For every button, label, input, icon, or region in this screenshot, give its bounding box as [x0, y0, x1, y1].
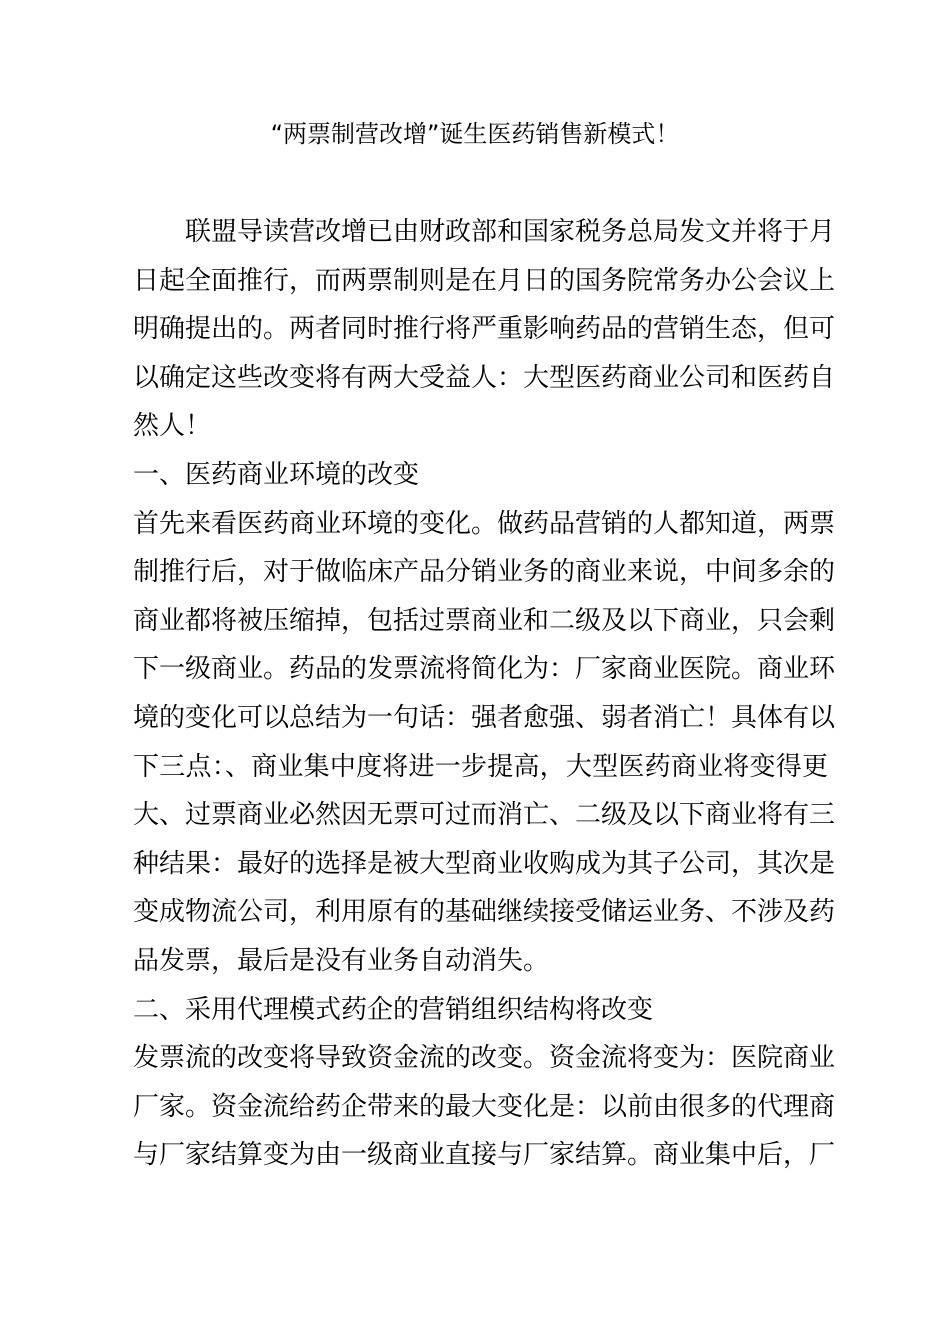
- paragraph-line: 然人！: [133, 411, 212, 442]
- paragraph-line: 变成物流公司，利用原有的基础继续接受储运业务、不涉及药: [133, 897, 836, 928]
- paragraph-line: 联盟导读营改增已由财政部和国家税务总局发文并将于月: [185, 217, 836, 247]
- paragraph-line: 下三点：、商业集中度将进一步提高，大型医药商业将变得更: [133, 751, 828, 782]
- document-body: [133, 208, 836, 1180]
- section-heading: 二、采用代理模式药企的营销组织结构将改变: [133, 994, 654, 1025]
- paragraph-line: 境的变化可以总结为一句话：强者愈强、弱者消亡！具体有以: [133, 702, 836, 733]
- paragraph-line: 发票流的改变将导致资金流的改变。资金流将变为：医院商业: [133, 1043, 836, 1074]
- section-heading: 一、医药商业环境的改变: [133, 459, 420, 490]
- paragraph-line: 日起全面推行，而两票制则是在月日的国务院常务办公会议上: [133, 265, 836, 296]
- paragraph-line: 以确定这些改变将有两大受益人：大型医药商业公司和医药自: [133, 362, 836, 393]
- paragraph-line: 品发票，最后是没有业务自动消失。: [133, 945, 550, 976]
- paragraph-line: 厂家。资金流给药企带来的最大变化是：以前由很多的代理商: [133, 1091, 836, 1122]
- paragraph-line: 明确提出的。两者同时推行将严重影响药品的营销生态，但可: [133, 314, 836, 345]
- paragraph-line: 首先来看医药商业环境的变化。做药品营销的人都知道，两票: [133, 508, 836, 539]
- paragraph-line: 下一级商业。药品的发票流将简化为：厂家商业医院。商业环: [133, 654, 836, 685]
- paragraph-line: 商业都将被压缩掉，包括过票商业和二级及以下商业，只会剩: [133, 605, 836, 636]
- paragraph-line: 种结果：最好的选择是被大型商业收购成为其子公司，其次是: [133, 848, 836, 879]
- paragraph-line: 与厂家结算变为由一级商业直接与厂家结算。商业集中后，厂: [133, 1140, 836, 1171]
- paragraph-line: 制推行后，对于做临床产品分销业务的商业来说，中间多余的: [133, 557, 836, 588]
- paragraph-line: 大、过票商业必然因无票可过而消亡、二级及以下商业将有三: [133, 800, 836, 831]
- document-title: “两票制营改增”诞生医药销售新模式！: [270, 120, 680, 148]
